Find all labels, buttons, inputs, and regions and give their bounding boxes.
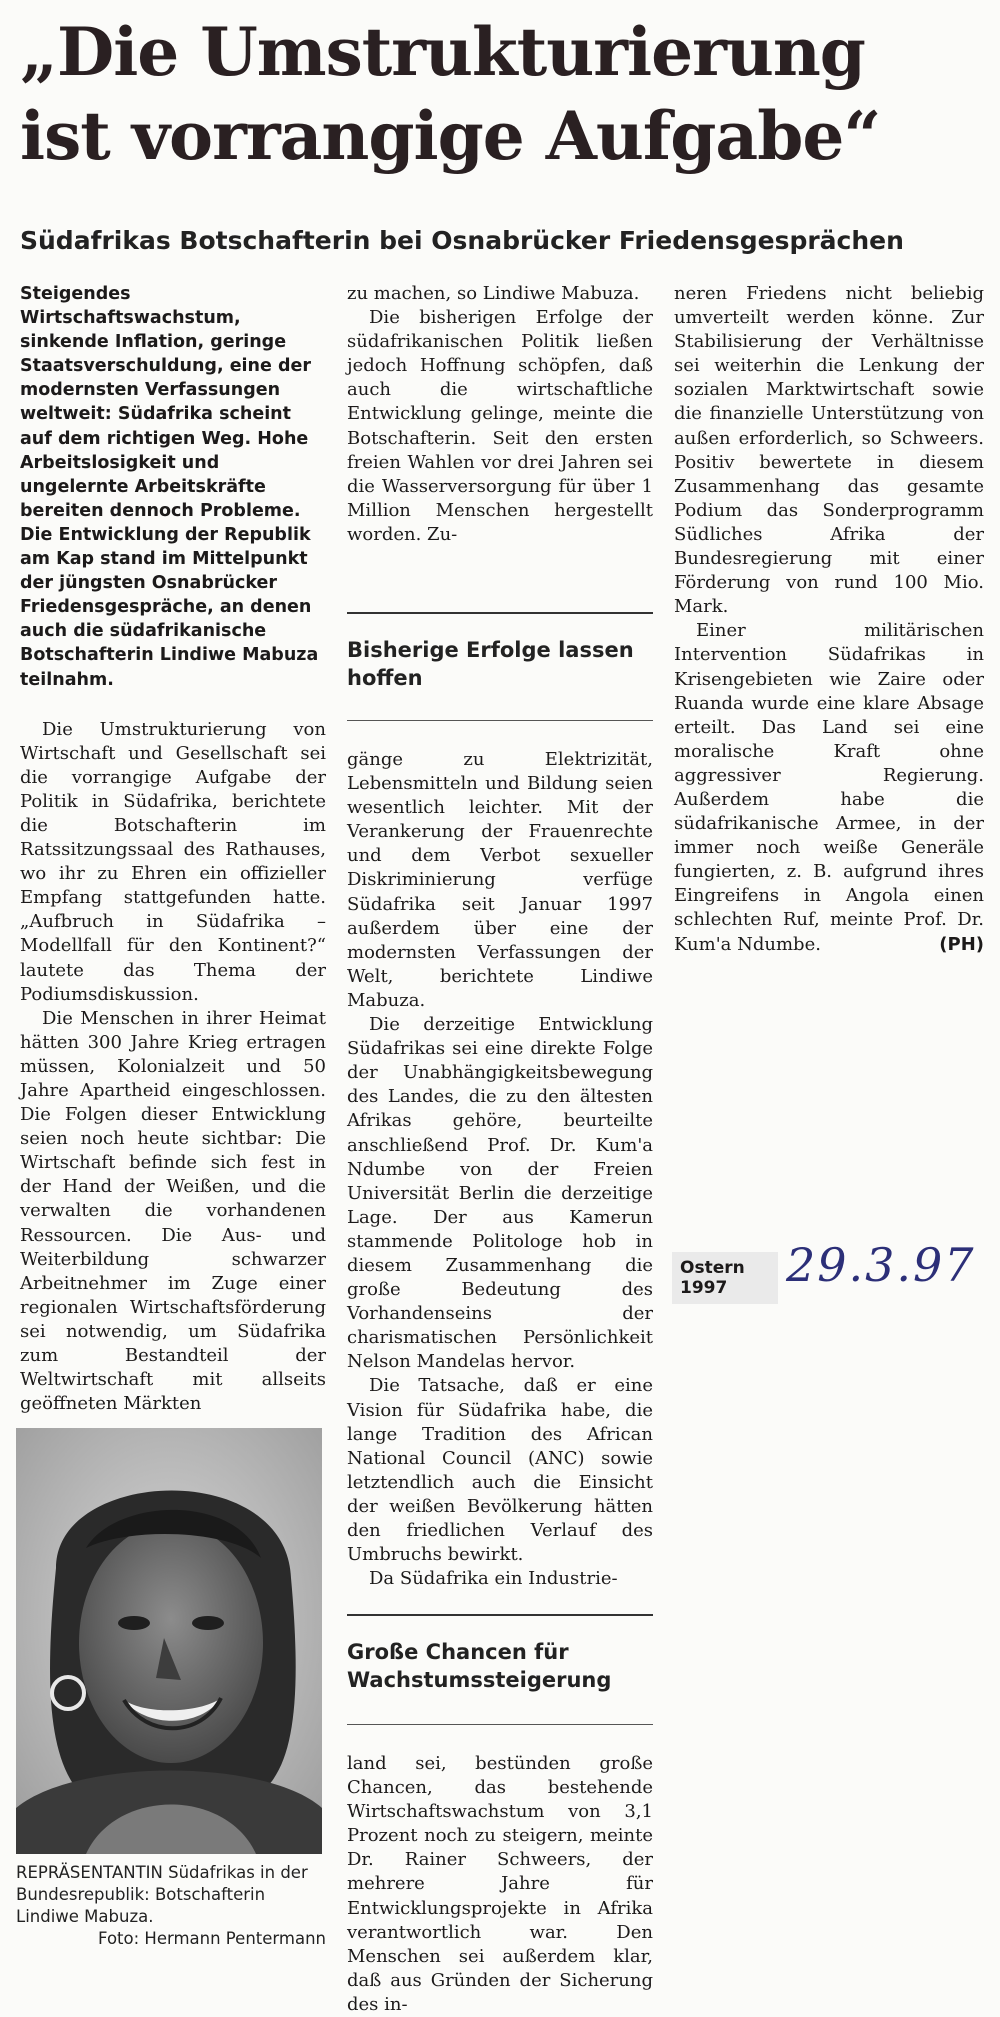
body-paragraph: Die Menschen in ihrer Heimat hätten 300 Jahre Krieg ertragen müssen, Kolonialzeit und 50 Jahre Apartheid eingeschlossen. Die Folgen dieser Entwicklung seien noch heute sichtbar: Die Wirtschaft befinde sich fest in der Hand der Weißen, und die verwalten die vorhandenen Ressourcen. Die Aus- und Weiterbildung schwarzer Arbeitnehmer im Zuge einer regionalen Wirtschaftsförderung sei notwendig, um Südafrika zum Bestandteil der Weltwirtschaft mit allseits geöffneten Märkten <box>20 1007 326 1415</box>
body-paragraph: Die Umstrukturierung von Wirtschaft und Gesellschaft sei die vorrangige Aufgabe der Politik in Südafrika, berichtete die Botschafterin im Ratssitzungssaal des Rathauses, wo ihr zu Ehren ein offizieller Empfang stattgefunden hatte. „Aufbruch in Südafrika – Modellfall für den Kontinent?“ lautete das Thema der Podiumsdiskussion. <box>20 718 326 1005</box>
portrait-photo <box>16 1428 322 1854</box>
intro-paragraph: Steigendes Wirtschaftswachstum, sinkende Inflation, geringe Staatsverschuldung, eine der modernsten Verfassungen weltweit: Südafrika scheint auf dem richtigen Weg. Hohe Arbeitslosigkeit und ungelernte Arbeitskräfte bereiten dennoch Probleme. Die Entwicklung der Republik am Kap stand im Mittelpunkt der jüngsten Osnabrücker Friedensgespräche, an denen auch die südafrikanische Botschafterin Lindiwe Mabuza teilnahm. <box>20 284 319 690</box>
source-label <box>672 1252 778 1304</box>
section-rule <box>347 1614 653 1616</box>
headline-line-2: ist vorrangige Aufgabe“ <box>20 97 881 175</box>
body-paragraph: Da Südafrika ein Industrie- <box>369 1568 618 1590</box>
headline <box>20 10 980 178</box>
body-paragraph: Die bisherigen Erfolge der südafrikanischen Politik ließen jedoch Hoffnung schöpfen, daß auch die wirtschaftliche Entwicklung gelinge, meinte die Botschafterin. Seit den ersten freien Wahlen vor drei Jahren sei die Wasserversorgung für über 1 Million Menschen hergestellt worden. Zu- <box>347 307 653 545</box>
body-paragraph: Die Tatsache, daß er eine Vision für Südafrika habe, die lange Tradition des African National Council (ANC) sowie letztendlich auch die Einsicht der weißen Bevölkerung hätten den friedlichen Verlauf des Umbruchs bewirkt. <box>347 1375 653 1566</box>
subheadline: Südafrikas Botschafterin bei Osnabrücker Friedensgesprächen <box>20 226 904 255</box>
section-rule <box>347 612 653 614</box>
body-paragraph: gänge zu Elektrizität, Lebensmitteln und Bildung seien wesentlich leichter. Mit der Verankerung der Frauenrechte und dem Verbot sexueller Diskriminierung verfüge Südafrika seit Januar 1997 außerdem über eine der modernsten Verfassungen der Welt, berichtete Lindiwe Mabuza. <box>347 749 653 1011</box>
section-rule <box>347 1724 653 1725</box>
body-paragraph: land sei, bestünden große Chancen, das bestehende Wirtschaftswachstum von 3,1 Prozent noch zu steigern, meinte Dr. Rainer Schweers, der mehrere Jahre für Entwicklungsprojekte in Afrika verantwortlich war. Den Menschen sei außerdem klar, daß aus Gründen der Sicherung des in- <box>347 1753 653 2015</box>
column-2-bottom <box>347 1752 653 2017</box>
section-heading: Große Chancen für Wachstumssteigerung <box>347 1640 612 1692</box>
photo-caption <box>16 1862 326 1950</box>
body-paragraph <box>674 619 984 956</box>
section-heading: Bisherige Erfolge lassen hoffen <box>347 638 634 690</box>
body-paragraph: neren Friedens nicht beliebig umverteilt werden könne. Zur Stabilisierung der Verhältnisse sei weiterhin die Lenkung der sozialen Marktwirtschaft sowie die finanzielle Unterstützung von außen erforderlich, so Schweers. Positiv bewertete in diesem Zusammenhang das gesamte Podium das Sonderprogramm Südliches Afrika der Bundesregierung mit einer Förderung von rund 100 Mio. Mark. <box>674 283 984 618</box>
section-rule <box>347 720 653 721</box>
body-text: Einer militärischen Intervention Südafrikas in Krisengebieten wie Zaire oder Ruanda wurde eine klare Absage erteilt. Das Land sei eine moralische Kraft ohne aggressiver Regierung. Außerdem habe die südafrikanische Armee, in der immer noch weiße Generäle fungierten, z. B. aufgrund ihres Eingreifens in Angola einen schlechten Ruf, meinte Prof. Dr. Kum'a Ndumbe. <box>674 620 984 955</box>
headline-line-1: „Die Umstrukturierung <box>20 13 865 91</box>
column-1 <box>20 282 326 1416</box>
source-label-line-1: Ostern <box>680 1258 745 1278</box>
handwritten-date: 29.3.97 <box>786 1238 976 1292</box>
photo-credit: Foto: Hermann Pentermann <box>98 1929 326 1948</box>
source-label-line-2: 1997 <box>680 1278 728 1298</box>
column-2-middle <box>347 748 653 1591</box>
caption-text: REPRÄSENTANTIN Südafrikas in der Bundesrepublik: Botschafterin Lindiwe Mabuza. <box>16 1863 308 1926</box>
body-paragraph: zu machen, so Lindiwe Mabuza. <box>347 283 640 304</box>
column-3 <box>674 282 984 957</box>
column-2-top <box>347 282 653 547</box>
body-paragraph: Die derzeitige Entwicklung Südafrikas sei eine direkte Folge der Unabhängigkeitsbewegung des Landes, die zu den ältesten Afrikas gehöre, beurteilte anschließend Prof. Dr. Kum'a Ndumbe von der Freien Universität Berlin die derzeitige Lage. Der aus Kamerun stammende Politologe hob in diesem Zusammenhang die große Bedeutung des Vorhandenseins der charismatischen Persönlichkeit Nelson Mandelas hervor. <box>347 1014 653 1373</box>
author-signature: (PH) <box>939 933 984 955</box>
